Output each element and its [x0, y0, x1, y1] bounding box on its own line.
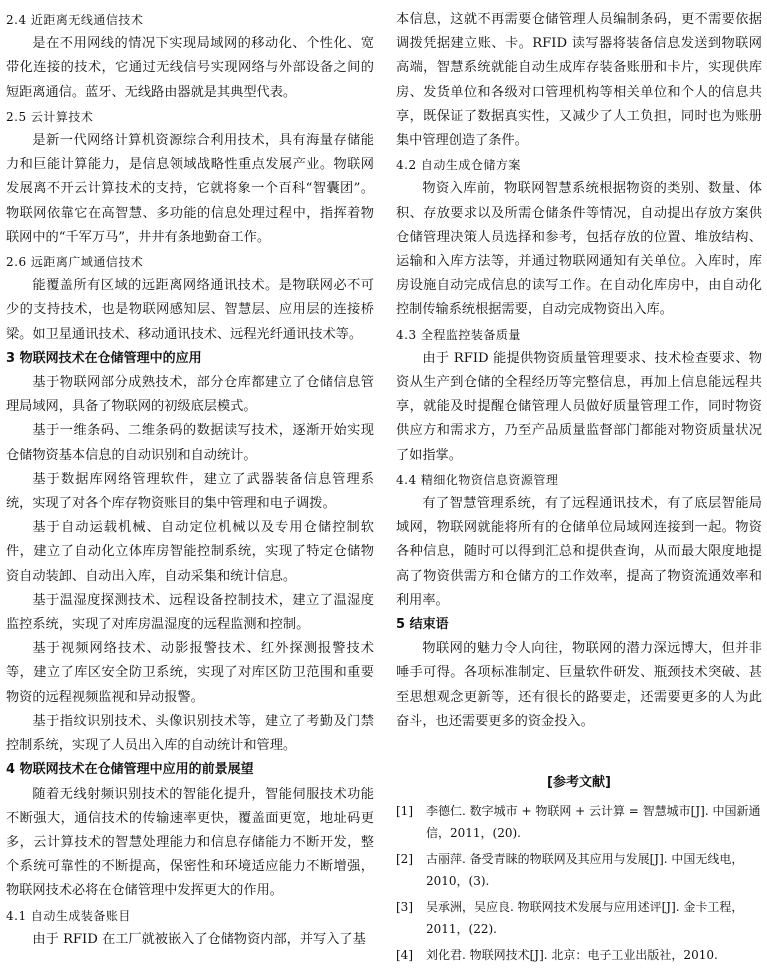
paragraph: 由于 RFID 在工厂就被嵌入了仓储物资内部，并写入了基	[32, 931, 366, 947]
subsection-heading: 2.4 近距离无线通信技术	[6, 13, 144, 27]
reference-item	[396, 896, 762, 940]
subsection-heading: 4.4 精细化物资信息资源管理	[396, 472, 559, 487]
paragraph: 基于数据库网络管理软件，建立了武器装备信息管理系统，实现了对各个库存物资账目的集中管理和电子调拨。	[6, 471, 374, 512]
subsection-heading: 4.3 全程监控装备质量	[396, 327, 521, 342]
reference-number: [2]	[396, 852, 413, 867]
paragraph: 基于指纹识别技术、头像识别技术等，建立了考勤及门禁控制系统，实现了人员出入库的自动统计和管理。	[6, 713, 374, 754]
paragraph: 有了智慧管理系统，有了远程通讯技术，有了底层智能局域网，物联网就能将所有的仓储单位局域网连接到一起。物资各种信息，随时可以得到汇总和提供查询，从而最大限度地提高了物资供需方和仓储方的工作效率，提高了物资流通效率和利用率。	[396, 496, 762, 608]
section-heading: 4 物联网技术在仓储管理中应用的前景展望	[6, 762, 254, 778]
subsection-heading: 2.6 远距离广域通信技术	[6, 255, 144, 270]
paragraph: 基于温湿度探测技术、远程设备控制技术，建立了温湿度监控系统，实现了对库房温湿度的远程监测和控制。	[6, 592, 374, 633]
reference-number: [1]	[396, 804, 413, 819]
reference-text: 古丽萍. 备受青睐的物联网及其应用与发展[J]. 中国无线电，2010，(3).	[426, 852, 744, 889]
paragraph: 随着无线射频识别技术的智能化提升，智能伺服技术功能不断强大，通信技术的传输速率更快，覆盖面更宽，地址码更多，云计算技术的智慧处理能力和信息存储能力不断开发，整个系统可靠性的不断提高，保密性和环境适应能力不断增强，物联网技术必将在仓储管理中发挥更大的作用。	[6, 786, 374, 899]
paragraph: 基于自动运载机械、自动定位机械以及专用仓储控制软件，建立了自动化立体库房智能控制系统，实现了特定仓储物资自动装卸、自动出入库，自动采集和统计信息。	[6, 520, 374, 584]
reference-item	[396, 800, 762, 844]
left-column	[6, 8, 374, 952]
paragraph: 由于 RFID 能提供物资质量管理要求、技术检查要求、物资从生产到仓储的全程经历等完整信息，再加上信息能远程共享，就能及时提醒仓储管理人员做好质量管理工作，同时物资供应方和需求方，乃至产品质量监督部门都能对物资质量状况了如指掌。	[396, 350, 762, 463]
paragraph: 物资入库前，物联网智慧系统根据物资的类别、数量、体积、存放要求以及所需仓储条件等情况，自动提出存放方案供仓储管理决策人员选择和参考，包括存放的位置、堆放结构、运输和入库方法等，并通过物联网通知有关单位。入库时，库房设施自动完成信息的读写工作。在自动化库房中，由自动化控制传输系统根据需要，自动完成物资出入库。	[396, 181, 762, 318]
reference-text: 刘化君. 物联网技术[J]. 北京：电子工业出版社，2010.	[426, 948, 718, 963]
paragraph: 是新一代网络计算机资源综合利用技术，具有海量存储能力和巨能计算能力，是信息领域战略性重点发展产业。物联网发展离不开云计算技术的支持，它就将象一个百科“智囊团”。物联网依靠它在高智慧、多功能的信息处理过程中，指挥着物联网中的“千军万马”，井井有条地勤奋工作。	[6, 133, 374, 245]
reference-item	[396, 944, 762, 966]
subsection-heading: 2.5 云计算技术	[6, 109, 94, 124]
subsection-heading: 4.1 自动生成装备账目	[6, 908, 131, 923]
paragraph: 基于物联网部分成熟技术，部分仓库都建立了仓储信息管理局域网，具备了物联网的初级底层模式。	[6, 375, 374, 415]
reference-item	[396, 848, 762, 892]
paragraph: 物联网的魅力令人向往，物联网的潜力深远博大，但并非唾手可得。各项标准制定、巨量软件研发、瓶颈技术突破、甚至思想观念更新等，还有很长的路要走，还需要更多的人为此奋斗，也还需要更多的资金投入。	[396, 641, 762, 729]
paragraph: 能覆盖所有区域的远距离网络通讯技术。是物联网必不可少的支持技术，也是物联网感知层、智慧层、应用层的连接桥梁。如卫星通讯技术、移动通讯技术、远程光纤通讯技术等。	[6, 278, 374, 342]
paragraph: 是在不用网线的情况下实现局域网的移动化、个性化、宽带化连接的技术，它通过无线信号实现网络与外部设备之间的短距离通信。蓝牙、无线路由器就是其典型代表。	[6, 36, 374, 100]
reference-number: [4]	[396, 948, 413, 963]
references-heading: [参考文献]	[547, 775, 611, 791]
reference-text: 李德仁. 数字城市 + 物联网 + 云计算 = 智慧城市[J]. 中国新通信，2011，(20).	[426, 804, 761, 841]
reference-list	[396, 800, 762, 966]
paragraph: 基于一维条码、二维条码的数据读写技术，逐渐开始实现仓储物资基本信息的自动识别和自动统计。	[6, 423, 374, 463]
section-heading: 5 结束语	[396, 617, 449, 633]
reference-number: [3]	[396, 900, 413, 915]
right-column	[396, 8, 762, 970]
section-heading: 3 物联网技术在仓储管理中的应用	[6, 350, 202, 366]
subsection-heading: 4.2 自动生成仓储方案	[396, 158, 521, 173]
right-column-body	[396, 8, 762, 734]
paragraph-continued: 本信息，这就不再需要仓储管理人员编制条码，更不需要依据调拨凭据建立账、卡。RFID 读写器将装备信息发送到物联网高端，智慧系统就能自动生成库存装备账册和卡片，实现供库房、发货单位和各级对口管理机构等相关单位和个人的信息共享，既保证了数据真实性，又减少了人工负担，同时也为账册集中管理创造了条件。	[396, 12, 762, 149]
reference-text: 吴承洲，吴应良. 物联网技术发展与应用述评[J]. 金卡工程，2011，(22).	[426, 900, 744, 937]
paragraph: 基于视频网络技术、动影报警技术、红外探测报警技术等，建立了库区安全防卫系统，实现了对库区防卫范围和重要物资的远程视频监视和异动报警。	[6, 641, 374, 705]
